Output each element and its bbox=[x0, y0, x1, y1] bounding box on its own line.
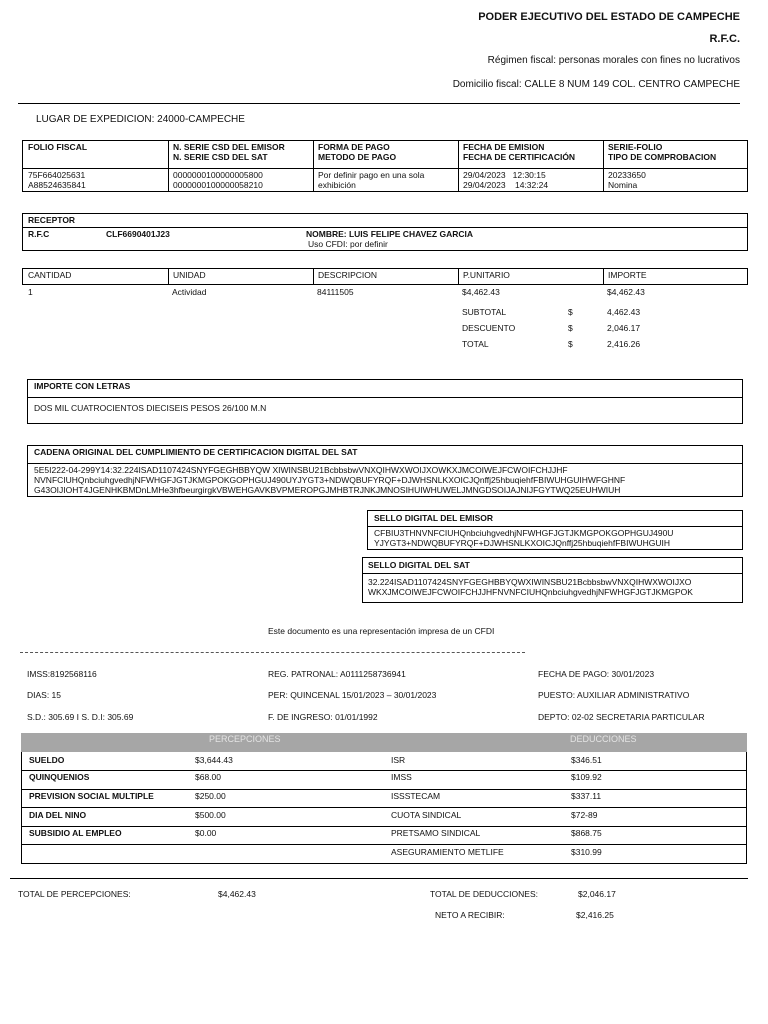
dashed-separator bbox=[20, 652, 525, 653]
folio-header-3a: FORMA DE PAGO bbox=[318, 142, 390, 152]
perc-amount: $250.00 bbox=[195, 791, 226, 801]
total-percepciones-value: $4,462.43 bbox=[218, 889, 256, 899]
issuer-name: PODER EJECUTIVO DEL ESTADO DE CAMPECHE bbox=[478, 11, 740, 23]
ded-concept: ASEGURAMIENTO METLIFE bbox=[391, 847, 504, 857]
imss: IMSS:8192568116 bbox=[27, 669, 97, 679]
payroll-table bbox=[21, 752, 747, 864]
sello-emisor-line: CFBIU3THNVNFCIUHQnbciuhgvedhjNFWHGFJGTJKMGPOKGOPHGUJ490U bbox=[374, 528, 674, 538]
perc-concept: PREVISION SOCIAL MULTIPLE bbox=[29, 791, 154, 801]
forma-pago: Por definir pago en una sola bbox=[318, 170, 425, 180]
folio-col-sep bbox=[603, 141, 604, 191]
sello-emisor-divider bbox=[368, 526, 742, 527]
csd-sat: 0000000100000058210 bbox=[173, 180, 263, 190]
cadena-divider bbox=[28, 463, 742, 464]
row-unidad: Actividad bbox=[172, 287, 207, 297]
descuento-currency: $ bbox=[568, 323, 573, 333]
receptor-rfc-value: CLF6690401J23 bbox=[106, 229, 170, 239]
receptor-name: NOMBRE: LUIS FELIPE CHAVEZ GARCIA bbox=[306, 229, 474, 239]
total-deducciones-label: TOTAL DE DEDUCCIONES: bbox=[430, 889, 538, 899]
header-divider bbox=[18, 103, 740, 104]
perc-concept: SUBSIDIO AL EMPLEO bbox=[29, 828, 122, 838]
departamento: DEPTO: 02-02 SECRETARIA PARTICULAR bbox=[538, 712, 705, 722]
col-descripcion: DESCRIPCION bbox=[318, 270, 378, 280]
folio-col-sep bbox=[458, 141, 459, 191]
folio-col-sep bbox=[313, 141, 314, 191]
row-cantidad: 1 bbox=[28, 287, 33, 297]
ded-amount: $109.92 bbox=[571, 772, 602, 782]
payroll-row-line bbox=[22, 770, 746, 771]
total-label: TOTAL bbox=[462, 339, 489, 349]
sello-sat-title: SELLO DIGITAL DEL SAT bbox=[368, 560, 470, 570]
issuer-rfc-label: R.F.C. bbox=[709, 33, 740, 45]
row-punitario: $4,462.43 bbox=[462, 287, 500, 297]
perc-amount: $500.00 bbox=[195, 810, 226, 820]
ded-concept: ISSSTECAM bbox=[391, 791, 441, 801]
receptor-rfc-label: R.F.C bbox=[28, 229, 50, 239]
place-of-issue: LUGAR DE EXPEDICION: 24000-CAMPECHE bbox=[36, 114, 245, 125]
sello-sat-line: 32.224ISAD1107424SNYFGEGHBBYQWXIWINSBU21BcbbsbwVNXQIHWXWOIJXO bbox=[368, 577, 692, 587]
cadena-line: 5E5I222-04-299Y14:32.224ISAD1107424SNYFGEGHBBYQW XIWINSBU21BcbbsbwVNXQIHWXWOIJXOWKXJMCOIWEJFCWOIFCHJJHF bbox=[34, 465, 568, 475]
row-descripcion: 84111505 bbox=[317, 287, 354, 297]
neto-label: NETO A RECIBIR: bbox=[435, 910, 505, 920]
folio-header-5b: TIPO DE COMPROBACION bbox=[608, 152, 717, 162]
percepciones-title: PERCEPCIONES bbox=[209, 734, 281, 744]
cadena-line: G43OIJIOHT4JGENHKBMDnLMHe3hfbeurgirgkVBWEHGAVKBVPMEROPGJMHBTRJNKJMNOSIHUIWHUWELJMNGDSOIJAJNIJFGYTWQ25EUHWIUH bbox=[34, 485, 621, 495]
perc-amount: $3,644.43 bbox=[195, 755, 233, 765]
folio-col-sep bbox=[168, 141, 169, 191]
payroll-row-line bbox=[22, 807, 746, 808]
metodo-pago: exhibición bbox=[318, 180, 356, 190]
ded-concept: PRETSAMO SINDICAL bbox=[391, 828, 481, 838]
folio-table-divider bbox=[23, 168, 747, 169]
subtotal-currency: $ bbox=[568, 307, 573, 317]
receptor-title: RECEPTOR bbox=[28, 215, 76, 225]
periodo: PER: QUINCENAL 15/01/2023 – 30/01/2023 bbox=[268, 690, 437, 700]
ded-amount: $310.99 bbox=[571, 847, 602, 857]
perc-amount: $68.00 bbox=[195, 772, 221, 782]
payroll-row-line bbox=[22, 826, 746, 827]
deducciones-title: DEDUCCIONES bbox=[570, 734, 637, 744]
concepts-header bbox=[22, 268, 748, 285]
folio-fiscal-2: A88524635841 bbox=[28, 180, 86, 190]
receptor-uso-cfdi: Uso CFDI: por definir bbox=[308, 239, 388, 249]
concepts-col-sep bbox=[603, 269, 604, 284]
sello-sat-line: WKXJMCOIWEJFCWOIFCHJJHFNVNFCIUHQnbciuhgvedhjNFWHGFJGTJKMGPOK bbox=[368, 587, 693, 597]
cadena-line: NVNFCIUHQnbciuhgvedhjNFWHGFJGTJKMGPOKGOPHGUJ490UYJYGT3+NDWQBUFYRQF+DJWHSNLKXOICJQnffj25hbuqiehfFBIWUHGUIHWFGHNF bbox=[34, 475, 626, 485]
receptor-divider bbox=[23, 227, 747, 228]
row-importe: $4,462.43 bbox=[607, 287, 645, 297]
folio-header-2a: N. SERIE CSD DEL EMISOR bbox=[173, 142, 285, 152]
col-importe: IMPORTE bbox=[608, 270, 647, 280]
cadena-title: CADENA ORIGINAL DEL CUMPLIMIENTO DE CERTIFICACION DIGITAL DEL SAT bbox=[34, 447, 358, 457]
fecha-ingreso: F. DE INGRESO: 01/01/1992 bbox=[268, 712, 378, 722]
folio-table bbox=[22, 140, 748, 192]
col-cantidad: CANTIDAD bbox=[28, 270, 72, 280]
concepts-col-sep bbox=[168, 269, 169, 284]
concepts-col-sep bbox=[458, 269, 459, 284]
receptor-box bbox=[22, 213, 748, 251]
folio-header-3b: METODO DE PAGO bbox=[318, 152, 397, 162]
fecha-emision: 29/04/2023 12:30:15 bbox=[463, 170, 546, 180]
importe-letras-title: IMPORTE CON LETRAS bbox=[34, 381, 131, 391]
serie-folio: 20233650 bbox=[608, 170, 646, 180]
cfdi-note: Este documento es una representación impresa de un CFDI bbox=[268, 626, 495, 636]
col-unidad: UNIDAD bbox=[173, 270, 206, 280]
subtotal-value: 4,462.43 bbox=[607, 307, 641, 317]
sello-sat-box bbox=[362, 557, 743, 603]
folio-header-4a: FECHA DE EMISION bbox=[463, 142, 545, 152]
perc-concept: SUELDO bbox=[29, 755, 65, 765]
folio-header-5a: SERIE-FOLIO bbox=[608, 142, 663, 152]
sello-emisor-box bbox=[367, 510, 743, 550]
sello-sat-divider bbox=[363, 573, 742, 574]
col-punitario: P.UNITARIO bbox=[463, 270, 510, 280]
perc-amount: $0.00 bbox=[195, 828, 217, 838]
ded-amount: $72-89 bbox=[571, 810, 598, 820]
subtotal-label: SUBTOTAL bbox=[462, 307, 507, 317]
fecha-pago: FECHA DE PAGO: 30/01/2023 bbox=[538, 669, 655, 679]
payroll-row-line bbox=[22, 844, 746, 845]
sello-emisor-title: SELLO DIGITAL DEL EMISOR bbox=[374, 513, 494, 523]
payroll-header bbox=[21, 733, 747, 752]
tipo-comprobacion: Nomina bbox=[608, 180, 638, 190]
importe-letras-box bbox=[27, 379, 743, 424]
puesto: PUESTO: AUXILIAR ADMINISTRATIVO bbox=[538, 690, 690, 700]
csd-emisor: 0000000100000005800 bbox=[173, 170, 263, 180]
folio-fiscal-1: 75F664025631 bbox=[28, 170, 86, 180]
concepts-col-sep bbox=[313, 269, 314, 284]
ded-concept: ISR bbox=[391, 755, 406, 765]
folio-header-2b: N. SERIE CSD DEL SAT bbox=[173, 152, 268, 162]
descuento-value: 2,046.17 bbox=[607, 323, 641, 333]
ded-amount: $337.11 bbox=[571, 791, 602, 801]
tax-regime: Régimen fiscal: personas morales con fines no lucrativos bbox=[487, 55, 740, 66]
total-value: 2,416.26 bbox=[607, 339, 641, 349]
perc-concept: DIA DEL NINO bbox=[29, 810, 87, 820]
ded-concept: CUOTA SINDICAL bbox=[391, 810, 462, 820]
reg-patronal: REG. PATRONAL: A0111258736941 bbox=[268, 669, 406, 679]
payroll-row-line bbox=[22, 789, 746, 790]
importe-letras-divider bbox=[28, 397, 742, 398]
total-deducciones-value: $2,046.17 bbox=[578, 889, 616, 899]
sello-emisor-line: YJYGT3+NDWQBUFYRQF+DJWHSNLKXOICJQnffj25hbuqiehfFBIWUHGUIH bbox=[374, 538, 670, 548]
ded-concept: IMSS bbox=[391, 772, 412, 782]
cadena-box bbox=[27, 445, 743, 497]
ded-amount: $868.75 bbox=[571, 828, 602, 838]
perc-concept: QUINQUENIOS bbox=[29, 772, 90, 782]
total-currency: $ bbox=[568, 339, 573, 349]
dias: DIAS: 15 bbox=[27, 690, 62, 700]
total-percepciones-label: TOTAL DE PERCEPCIONES: bbox=[18, 889, 131, 899]
descuento-label: DESCUENTO bbox=[462, 323, 516, 333]
fecha-certificacion: 29/04/2023 14:32:24 bbox=[463, 180, 549, 190]
summary-divider bbox=[10, 878, 748, 879]
ded-amount: $346.51 bbox=[571, 755, 602, 765]
folio-header-4b: FECHA DE CERTIFICACIÓN bbox=[463, 152, 576, 162]
tax-address: Domicilio fiscal: CALLE 8 NUM 149 COL. CENTRO CAMPECHE bbox=[452, 79, 740, 90]
neto-value: $2,416.25 bbox=[576, 910, 614, 920]
folio-header-1: FOLIO FISCAL bbox=[28, 142, 88, 152]
salario-diario: S.D.: 305.69 I S. D.I: 305.69 bbox=[27, 712, 134, 722]
importe-letras-text: DOS MIL CUATROCIENTOS DIECISEIS PESOS 26/100 M.N bbox=[34, 403, 267, 413]
